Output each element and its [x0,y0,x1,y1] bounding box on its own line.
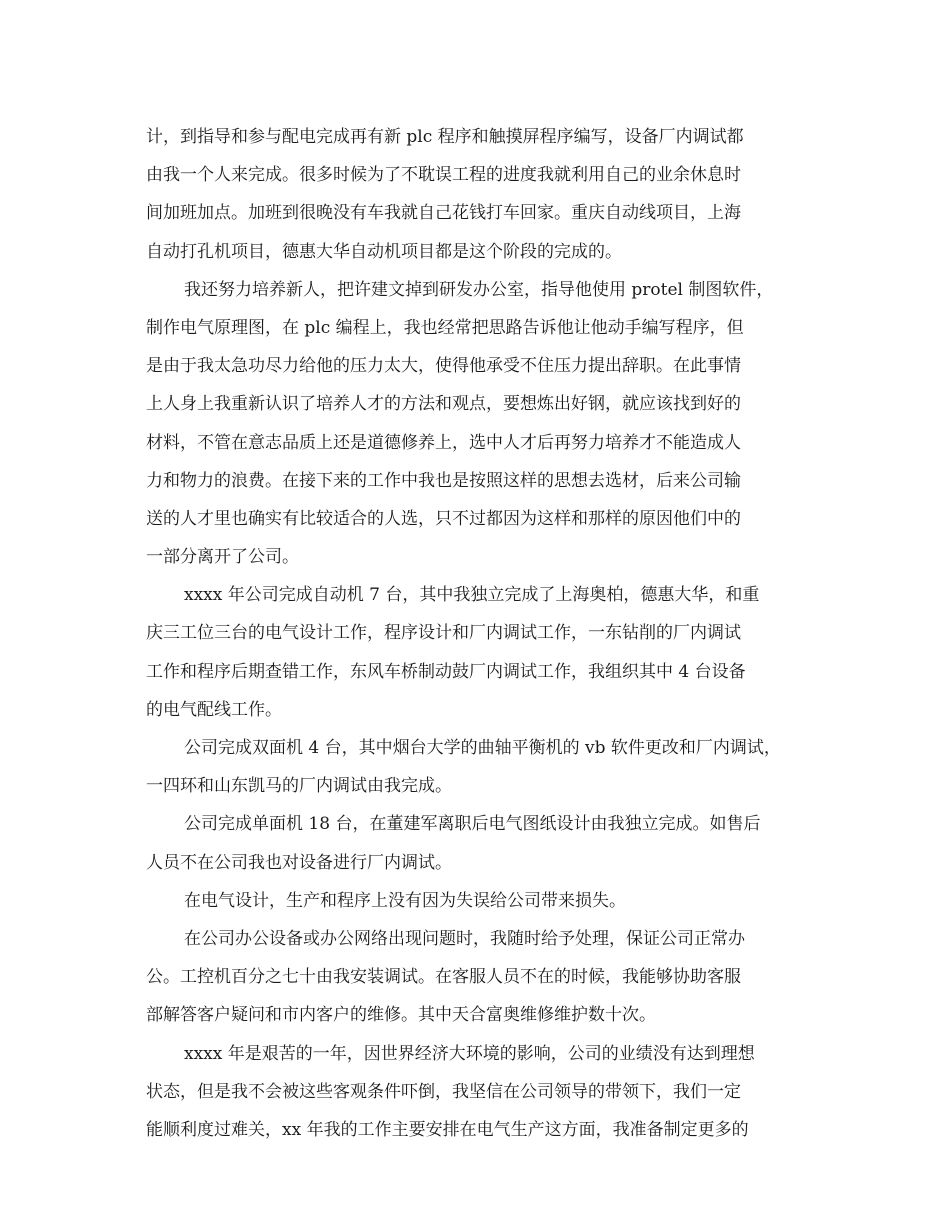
paragraph-first-line: 在公司办公设备或办公网络出现问题时，我随时给予处理，保证公司正常办 [184,928,745,949]
text-line: 一四环和山东凯马的厂内调试由我完成。 [146,776,452,797]
text-line: 由我一个人来完成。很多时候为了不耽误工程的进度我就利用自己的业余休息时 [146,165,741,186]
text-line: 工作和程序后期查错工作，东风车桥制动鼓厂内调试工作，我组织其中 4 台设备 [146,661,746,682]
text-line: 公。工控机百分之七十由我安装调试。在客服人员不在的时候，我能够协助客服 [146,967,741,988]
text-line: 自动打孔机项目，德惠大华自动机项目都是这个阶段的完成的。 [146,241,622,262]
text-line: 材料，不管在意志品质上还是道德修养上，选中人才后再努力培养才不能造成人 [146,432,741,453]
text-line: 能顺利度过难关，xx 年我的工作主要安排在电气生产这方面，我准备制定更多的 [146,1119,749,1140]
text-line: 部解答客户疑问和市内客户的维修。其中天合富奥维修维护数十次。 [146,1005,656,1026]
text-line: 计，到指导和参与配电完成再有新 plc 程序和触摸屏程序编写，设备厂内调试都 [146,127,744,147]
text-line: 上人身上我重新认识了培养人才的方法和观点，要想炼出好钢，就应该找到好的 [146,394,741,415]
paragraph-first-line: 在电气设计，生产和程序上没有因为失误给公司带来损失。 [184,890,626,911]
text-line: 力和物力的浪费。在接下来的工作中我也是按照这样的思想去选材，后来公司输 [146,470,741,491]
text-line: 是由于我太急功尽力给他的压力太大，使得他承受不住压力提出辞职。在此事情 [146,356,741,377]
text-line: 人员不在公司我也对设备进行厂内调试。 [146,852,452,873]
document-body [146,118,816,1149]
paragraph-first-line: 公司完成双面机 4 台，其中烟台大学的曲轴平衡机的 vb 软件更改和厂内调试， [184,738,781,758]
text-line: 的电气配线工作。 [146,699,282,720]
paragraph-first-line: xxxx 年公司完成自动机 7 台，其中我独立完成了上海奥柏，德惠大华，和重 [184,585,760,606]
text-line: 一部分离开了公司。 [146,547,299,568]
paragraph-first-line: 我还努力培养新人，把许建文掉到研发办公室，指导他使用 protel 制图软件， [184,279,774,300]
text-line: 送的人才里也确实有比较适合的人选，只不过都因为这样和那样的原因他们中的 [146,508,741,529]
paragraph-first-line: xxxx 年是艰苦的一年，因世界经济大环境的影响，公司的业绩没有达到理想 [184,1043,755,1064]
paragraph-first-line: 公司完成单面机 18 台，在董建军离职后电气图纸设计由我独立完成。如售后 [184,814,761,835]
text-line: 制作电气原理图，在 plc 编程上，我也经常把思路告诉他让他动手编写程序，但 [146,317,744,338]
text-line: 庆三工位三台的电气设计工作，程序设计和厂内调试工作，一东钻削的厂内调试 [146,623,741,644]
text-line: 状态，但是我不会被这些客观条件吓倒，我坚信在公司领导的带领下，我们一定 [146,1081,741,1102]
text-line: 间加班加点。加班到很晚没有车我就自己花钱打车回家。重庆自动线项目，上海 [146,203,741,224]
